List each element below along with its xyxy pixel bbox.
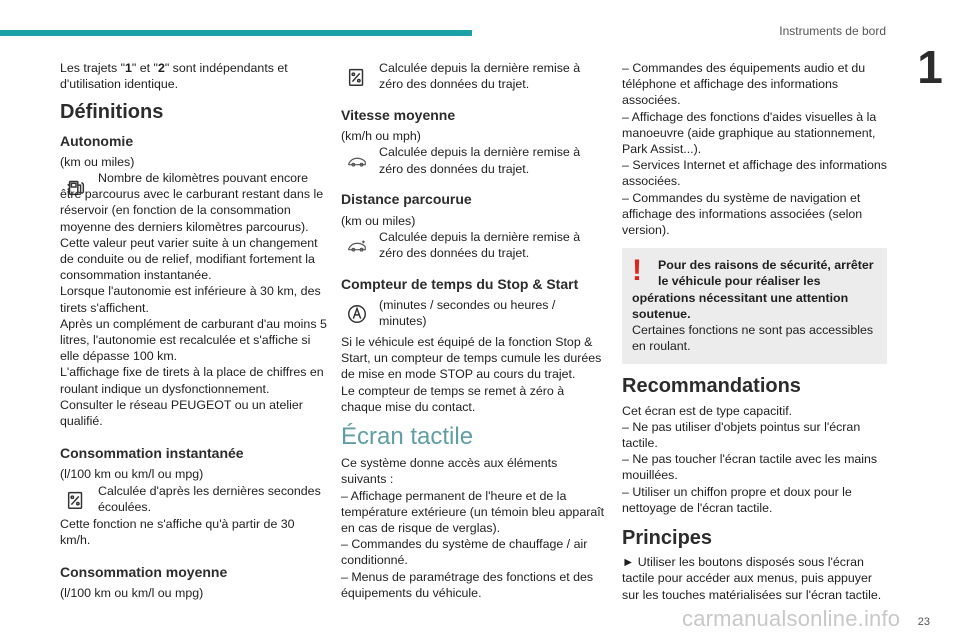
column-middle — [341, 60, 606, 601]
warning-bold-head: Pour des raisons de sécurité, arrêter le véhicule pour réaliser les — [658, 258, 874, 289]
column-right — [622, 60, 887, 603]
conso-moyenne-description: Calculée depuis la dernière remise à zéro des données du trajet. — [379, 61, 581, 92]
vitesse-moyenne-unit: (km/h ou mph) — [341, 129, 421, 144]
warning-icon: ! — [632, 254, 642, 288]
consumption-icon — [341, 61, 373, 93]
conso-instantanee-heading: Consommation instantanée — [60, 445, 244, 462]
recommandations-paragraph-1: Cet écran est de type capacitif. — [622, 403, 793, 418]
ecran-tactile-item-5: – Affichage des fonctions d'aides visuelles à la manoeuvre (aide graphique au stationnement, Park Assist...). — [622, 109, 877, 157]
stop-start-icon — [341, 298, 373, 330]
conso-instantanee-description: Calculée d'après les dernières secondes écoulées. — [98, 483, 321, 514]
vitesse-moyenne-heading: Vitesse moyenne — [341, 107, 456, 123]
page-number: 23 — [917, 616, 930, 628]
stop-start-heading: Compteur de temps du Stop & Start — [341, 275, 579, 292]
autonomie-row — [60, 170, 328, 235]
warning-bold-tail: opérations nécessitant une attention soutenue. — [632, 290, 849, 321]
principes-paragraph-1: ► Utiliser les boutons disposés sous l'écran tactile pour accéder aux menus, puis appuyer sur les touches matérialisées sur l'écran tactile. — [622, 555, 882, 602]
distance-parcourue-row — [341, 229, 606, 262]
conso-instantanee-note: Cette fonction ne s'affiche qu'à partir de 30 km/h. — [60, 516, 295, 547]
recommandations-item-2: – Ne pas toucher l'écran tactile avec les mains mouillées. — [622, 452, 878, 483]
vitesse-moyenne-row — [341, 144, 606, 177]
recommandations-heading: Recommandations — [622, 375, 801, 398]
autonomie-paragraph-2: Cette valeur peut varier suite à un changement de conduite ou de relief, modifiant fortement la consommation instantanée. — [60, 235, 318, 283]
recommandations-item-1: – Ne pas utiliser d'objets pointus sur l'écran tactile. — [622, 419, 861, 451]
vitesse-moyenne-description: Calculée depuis la dernière remise à zéro des données du trajet. — [379, 145, 581, 176]
watermark-text: carmanualsonline.info — [682, 606, 901, 631]
ecran-tactile-heading: Écran tactile — [341, 423, 474, 451]
autonomie-description: Nombre de kilomètres pouvant encore être parcourus avec le carburant restant dans le réservoir (en fonction de la consommation moyenne des derniers kilomètres parcourus). — [60, 171, 324, 234]
intro-paragraph: Les trajets "1" et "2" sont indépendants et d'utilisation identique. — [60, 61, 288, 92]
consumption-icon — [60, 484, 92, 516]
stop-start-row — [341, 297, 606, 330]
average-speed-icon — [341, 145, 373, 177]
principes-heading: Principes — [622, 527, 713, 550]
conso-moyenne-row — [341, 60, 606, 93]
safety-warning-box — [622, 248, 887, 364]
ecran-tactile-intro: Ce système donne accès aux éléments suivants : — [341, 456, 558, 487]
autonomie-unit: (km ou miles) — [60, 154, 135, 169]
stop-start-paragraph-1: Si le véhicule est équipé de la fonction Stop & Start, un compteur de temps cumule les durées de mise en mode STOP au cours du trajet. — [341, 335, 602, 382]
stop-start-paragraph-2: Le compteur de temps se remet à zéro à chaque mise du contact. — [341, 383, 565, 414]
column-left — [60, 60, 328, 601]
autonomie-paragraph-5: L'affichage fixe de tirets à la place de chiffres en roulant indique un dysfonctionnement. — [60, 365, 324, 396]
ecran-tactile-item-7: – Commandes du système de navigation et affichage des informations associées (selon version). — [622, 190, 863, 238]
distance-icon — [341, 230, 373, 262]
section-header-title: Instruments de bord — [779, 24, 886, 38]
autonomie-paragraph-4: Après un complément de carburant d'au moins 5 litres, l'autonomie est recalculée et s'affiche si elle dépasse 100 km. — [60, 316, 327, 364]
conso-instantanee-unit: (l/100 km ou km/l ou mpg) — [60, 467, 204, 482]
distance-parcourue-heading: Distance parcourue — [341, 191, 472, 208]
ecran-tactile-item-6: – Services Internet et affichage des informations associées. — [622, 158, 887, 189]
ecran-tactile-item-2: – Commandes du système de chauffage / air conditionné. — [341, 537, 588, 568]
definitions-heading: Définitions — [60, 101, 164, 124]
conso-moyenne-unit: (l/100 km ou km/l ou mpg) — [60, 586, 204, 601]
warning-text: Certaines fonctions ne sont pas accessibles en roulant. — [632, 323, 874, 354]
autonomie-paragraph-6: Consulter le réseau PEUGEOT ou un atelier qualifié. — [60, 397, 303, 429]
conso-instantanee-row — [60, 483, 328, 516]
autonomie-paragraph-3: Lorsque l'autonomie est inférieure à 30 km, des tirets s'affichent. — [60, 284, 321, 315]
distance-parcourue-description: Calculée depuis la dernière remise à zéro des données du trajet. — [379, 229, 581, 261]
ecran-tactile-item-4: – Commandes des équipements audio et du téléphone et affichage des informations associées. — [622, 61, 866, 108]
header-accent-bar — [0, 30, 472, 36]
autonomie-heading: Autonomie — [60, 132, 134, 149]
conso-moyenne-heading: Consommation moyenne — [60, 564, 228, 581]
chapter-number: 1 — [917, 41, 943, 93]
ecran-tactile-item-3: – Menus de paramétrage des fonctions et des équipements du véhicule. — [341, 569, 594, 600]
stop-start-description: (minutes / secondes ou heures / minutes) — [379, 298, 556, 329]
ecran-tactile-item-1: – Affichage permanent de l'heure et de la température extérieure (un témoin bleu apparaît en cas de risque de verglas). — [341, 488, 605, 536]
recommandations-item-3: – Utiliser un chiffon propre et doux pour le nettoyage de l'écran tactile. — [622, 484, 852, 515]
warning-head — [632, 254, 875, 289]
distance-parcourue-unit: (km ou miles) — [341, 213, 416, 228]
